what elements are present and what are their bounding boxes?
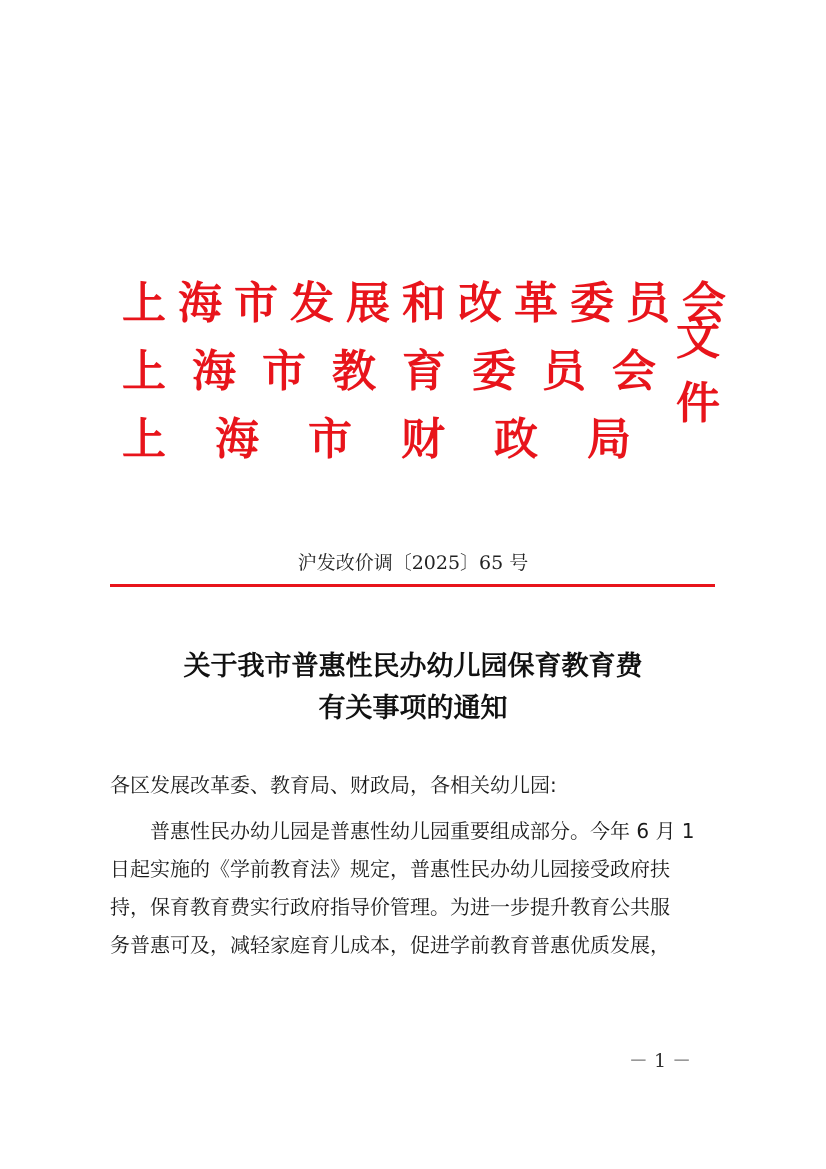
paragraph-line: 普惠性民办幼儿园是普惠性幼儿园重要组成部分。今年 6 月 1 <box>150 819 695 843</box>
header-suffix-wenjian: 文件 <box>676 314 722 429</box>
header-char: 改 <box>458 278 502 329</box>
header-char: 局 <box>587 414 631 465</box>
salutation: 各区发展改革委、教育局、财政局，各相关幼儿园: <box>110 773 557 797</box>
page-number: － 1 － <box>628 1050 692 1072</box>
header-char: 和 <box>402 278 446 329</box>
paragraph-line: 日起实施的《学前教育法》规定，普惠性民办幼儿园接受政府扶 <box>110 857 670 881</box>
issuer-header-line-1 <box>116 268 732 330</box>
header-char: 发 <box>290 278 334 329</box>
notice-title-line-2: 有关事项的通知 <box>318 693 508 724</box>
header-char: 会 <box>682 278 726 329</box>
document-number: 沪发改价调〔2025〕65 号 <box>297 552 529 574</box>
header-char: 市 <box>262 346 306 397</box>
header-char: 海 <box>178 278 222 329</box>
header-char: 上 <box>122 346 166 397</box>
header-char: 会 <box>612 346 656 397</box>
header-char: 委 <box>570 278 614 329</box>
header-char: 海 <box>192 346 236 397</box>
header-char: 上 <box>122 278 166 329</box>
header-char: 海 <box>215 414 259 465</box>
notice-title-line-1: 关于我市普惠性民办幼儿园保育教育费 <box>183 651 643 682</box>
header-char: 员 <box>542 346 586 397</box>
header-char: 市 <box>308 414 352 465</box>
header-char: 市 <box>234 278 278 329</box>
header-char: 育 <box>402 346 446 397</box>
issuer-header-line-2 <box>116 314 766 429</box>
body-paragraph <box>110 812 720 964</box>
header-char: 教 <box>332 346 376 397</box>
header-char: 委 <box>472 346 516 397</box>
red-divider-line <box>110 584 715 587</box>
issuer-header-line-3 <box>116 404 637 466</box>
paragraph-line: 持，保育教育费实行政府指导价管理。为进一步提升教育公共服 <box>110 895 670 919</box>
header-char: 展 <box>346 278 390 329</box>
header-char: 员 <box>626 278 670 329</box>
header-char: 上 <box>122 414 166 465</box>
header-char: 革 <box>514 278 558 329</box>
header-char: 政 <box>494 414 538 465</box>
paragraph-line: 务普惠可及，减轻家庭育儿成本，促进学前教育普惠优质发展， <box>110 933 670 957</box>
header-char: 财 <box>401 414 445 465</box>
